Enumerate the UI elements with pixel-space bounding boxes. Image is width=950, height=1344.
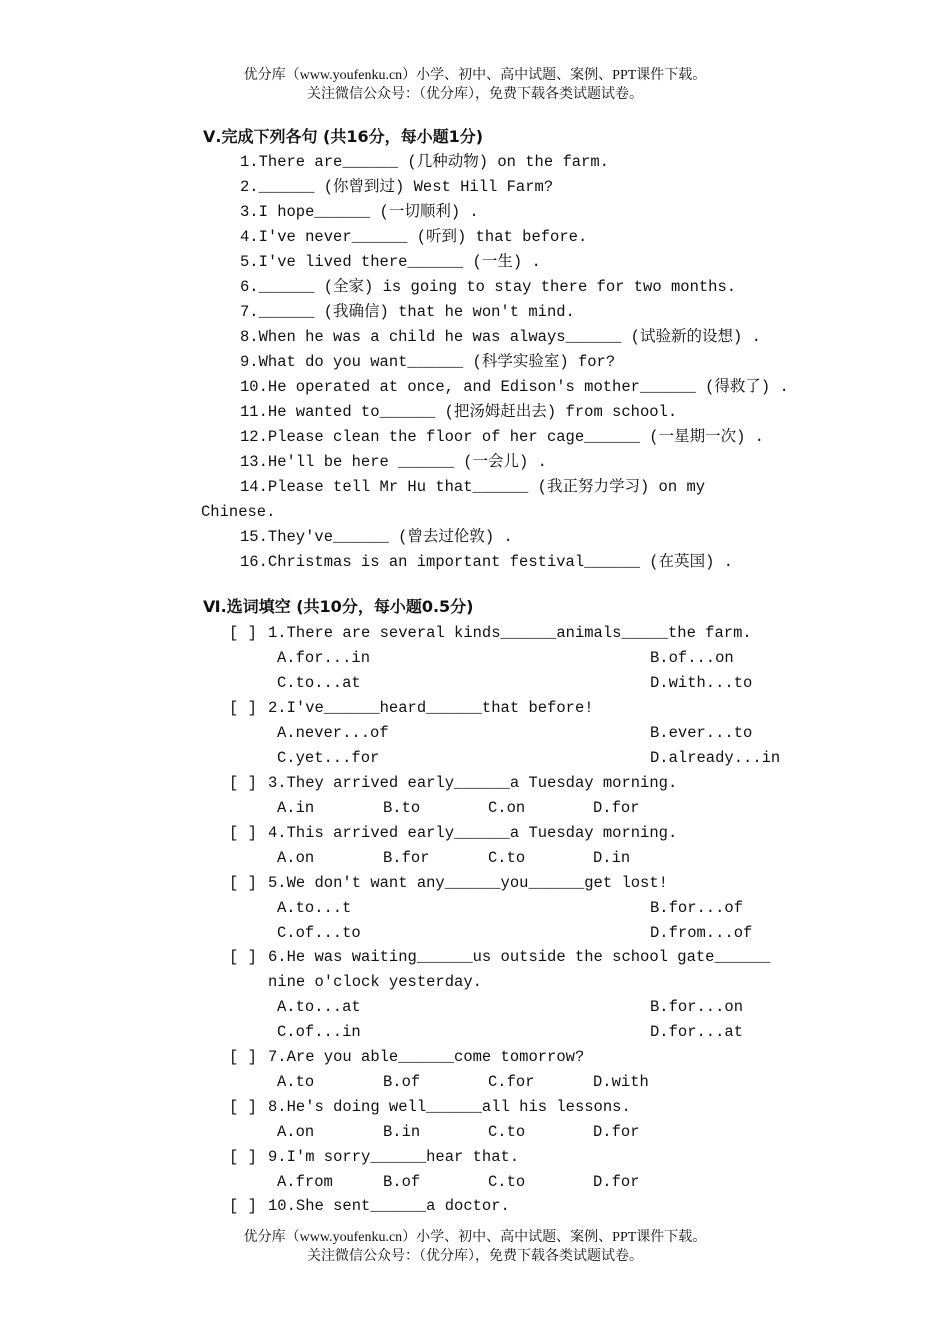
s6-q7-bracket: [ ] [229,1048,257,1066]
s6-q3-option-b: B.to [383,799,421,817]
page-header [0,66,950,104]
s6-q2-option-c: C.yet...for [277,749,380,767]
s6-q3-stem: 3.They arrived early______a Tuesday morning. [268,774,678,792]
footer-line-1: 优分库（www.youfenku.cn）小学、初中、高中试题、案例、PPT课件下载。 [243,1230,707,1245]
s5-item-6: 6.______ (全家) is going to stay there for two months. [240,278,737,296]
s6-q4-option-b: B.for [383,849,430,867]
s6-q6-stem-continued: nine o'clock yesterday. [268,973,482,991]
s6-q4-option-c: C.to [488,849,526,867]
s6-q6-option-c: C.of...in [277,1023,361,1041]
s6-q3-option-a: A.in [277,799,315,817]
s6-q6-option-a: A.to...at [277,998,361,1016]
s6-q7-option-d: D.with [593,1073,649,1091]
s5-item-16: 16.Christmas is an important festival______ (在英国) . [240,553,733,571]
s6-q3-option-c: C.on [488,799,526,817]
s5-item-7: 7.______ (我确信) that he won't mind. [240,303,575,321]
s6-q5-stem: 5.We don't want any______you______get lost! [268,874,668,892]
s6-q7-option-c: C.for [488,1073,535,1091]
s5-item-11: 11.He wanted to______ (把汤姆赶出去) from school. [240,403,678,421]
s6-q8-option-b: B.in [383,1123,421,1141]
s6-q9-stem: 9.I'm sorry______hear that. [268,1148,520,1166]
s6-q5-option-b: B.for...of [650,899,744,917]
s6-q9-option-b: B.of [383,1173,421,1191]
s5-item-14: 14.Please tell Mr Hu that______ (我正努力学习) on my [240,478,706,496]
s6-q8-option-d: D.for [593,1123,640,1141]
header-line-2: 关注微信公众号：（优分库），免费下载各类试题试卷。 [307,87,643,102]
s5-item-3: 3.I hope______ (一切顺利) . [240,203,479,221]
s5-item-12: 12.Please clean the floor of her cage______ (一星期一次) . [240,428,764,446]
s5-item-13: 13.He'll be here ______ (一会儿) . [240,453,547,471]
s6-q7-option-a: A.to [277,1073,315,1091]
s6-q2-bracket: [ ] [229,699,257,717]
s6-q5-option-a: A.to...t [277,899,352,917]
s6-q9-option-a: A.from [277,1173,333,1191]
s6-q6-bracket: [ ] [229,948,257,966]
header-line-1: 优分库（www.youfenku.cn）小学、初中、高中试题、案例、PPT课件下载。 [243,68,707,83]
s5-item-10: 10.He operated at once, and Edison's mother______ (得救了) . [240,378,789,396]
section-5-title: Ⅴ.完成下列各句 (共16分，每小题1分) [203,127,484,146]
s6-q1-option-b: B.of...on [650,649,734,667]
s5-item-5: 5.I've lived there______ (一生) . [240,253,541,271]
s6-q4-option-a: A.on [277,849,315,867]
s5-item-8: 8.When he was a child he was always______ (试验新的设想) . [240,328,761,346]
s5-item-4: 4.I've never______ (听到) that before. [240,228,588,246]
s6-q5-bracket: [ ] [229,874,257,892]
s6-q9-bracket: [ ] [229,1148,257,1166]
s5-item-15: 15.They've______ (曾去过伦敦) . [240,528,513,546]
s6-q4-bracket: [ ] [229,824,257,842]
s6-q6-stem: 6.He was waiting______us outside the school gate______ [268,948,771,966]
s6-q9-option-c: C.to [488,1173,526,1191]
s6-q2-option-a: A.never...of [277,724,389,742]
s6-q1-stem: 1.There are several kinds______animals_____the farm. [268,624,752,642]
s6-q4-stem: 4.This arrived early______a Tuesday morning. [268,824,678,842]
s6-q7-stem: 7.Are you able______come tomorrow? [268,1048,585,1066]
s6-q3-bracket: [ ] [229,774,257,792]
s6-q2-option-b: B.ever...to [650,724,753,742]
s6-q9-option-d: D.for [593,1173,640,1191]
s6-q6-option-d: D.for...at [650,1023,744,1041]
s6-q10-stem: 10.She sent______a doctor. [268,1197,510,1215]
s5-item-2: 2.______ (你曾到过) West Hill Farm? [240,178,554,196]
s5-item-9: 9.What do you want______ (科学实验室) for? [240,353,616,371]
s5-item-1: 1.There are______ (几种动物) on the farm. [240,153,609,171]
s6-q1-bracket: [ ] [229,624,257,642]
s6-q6-option-b: B.for...on [650,998,744,1016]
s6-q5-option-c: C.of...to [277,924,361,942]
s5-item-14-continued: Chinese. [201,503,276,521]
s6-q5-option-d: D.from...of [650,924,753,942]
footer-line-2: 关注微信公众号：（优分库），免费下载各类试题试卷。 [307,1249,643,1264]
page-footer [0,1228,950,1266]
s6-q2-stem: 2.I've______heard______that before! [268,699,594,717]
s6-q8-option-c: C.to [488,1123,526,1141]
s6-q1-option-a: A.for...in [277,649,371,667]
s6-q1-option-d: D.with...to [650,674,753,692]
s6-q10-bracket: [ ] [229,1197,257,1215]
s6-q8-bracket: [ ] [229,1098,257,1116]
s6-q1-option-c: C.to...at [277,674,361,692]
s6-q7-option-b: B.of [383,1073,421,1091]
s6-q3-option-d: D.for [593,799,640,817]
section-6-title: Ⅵ.选词填空 (共10分，每小题0.5分) [203,597,474,616]
s6-q8-stem: 8.He's doing well______all his lessons. [268,1098,631,1116]
s6-q4-option-d: D.in [593,849,631,867]
s6-q2-option-d: D.already...in [650,749,781,767]
s6-q8-option-a: A.on [277,1123,315,1141]
